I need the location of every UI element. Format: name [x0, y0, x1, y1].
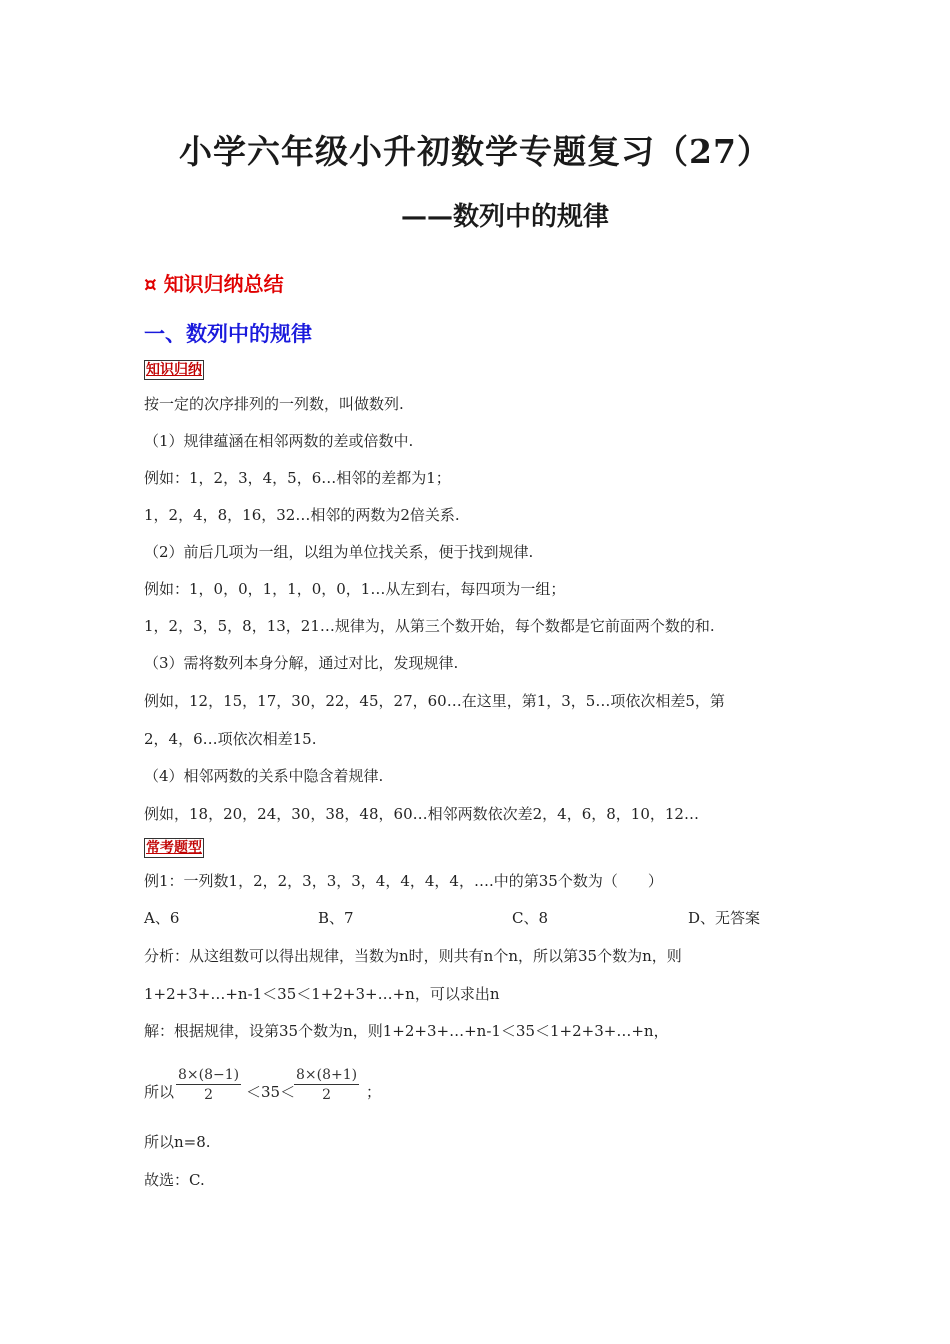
- section-heading-part1: 一、数列中的规律: [144, 322, 312, 346]
- option-c: C、8: [512, 909, 549, 927]
- answer-line: 故选：C.: [144, 1171, 205, 1189]
- so-prefix: 所以: [144, 1083, 175, 1101]
- fraction-numerator: 8×(8+1): [296, 1067, 358, 1083]
- page-title: 小学六年级小升初数学专题复习（27）: [179, 132, 771, 171]
- option-a: A、6: [144, 909, 180, 927]
- analysis-line-2: 1+2+3+…+n-1＜35＜1+2+3+…+n，可以求出n: [144, 985, 500, 1003]
- solution-line: 解：根据规律，设第35个数为n，则1+2+3+…+n-1＜35＜1+2+3+…+n，: [144, 1022, 669, 1040]
- knowledge-line: 例如：1，2，3，4，5，6…相邻的差都为1；: [144, 469, 451, 487]
- knowledge-line: 2，4，6…项依次相差15.: [144, 730, 317, 748]
- knowledge-line: 例如，12，15，17，30，22，45，27，60…在这里，第1，3，5…项依次相差5，第: [144, 692, 725, 710]
- knowledge-line: （1）规律蕴涵在相邻两数的差或倍数中.: [144, 432, 414, 450]
- option-b: B、7: [318, 909, 354, 927]
- fraction-lower-bound: [176, 1066, 241, 1105]
- result-line: 所以n=8.: [144, 1133, 211, 1151]
- knowledge-line: （3）需将数列本身分解，通过对比，发现规律.: [144, 654, 459, 672]
- analysis-line-1: 分析：从这组数可以得出规律，当数为n时，则共有n个n，所以第35个数为n，则: [144, 947, 682, 965]
- so-suffix: ；: [366, 1083, 382, 1101]
- knowledge-line: （2）前后几项为一组，以组为单位找关系，便于找到规律.: [144, 543, 534, 561]
- tag-knowledge: 知识归纳: [146, 362, 202, 378]
- fraction-denominator: 2: [204, 1087, 214, 1103]
- example-question: 例1：一列数1，2，2，3，3，3，4，4，4，4，….中的第35个数为（ ）: [144, 872, 663, 890]
- fraction-denominator: 2: [322, 1087, 332, 1103]
- knowledge-line: 例如：1，0，0，1，1，0，0，1…从左到右，每四项为一组；: [144, 580, 566, 598]
- knowledge-line: 1，2，3，5，8，13，21…规律为，从第三个数开始，每个数都是它前面两个数的和.: [144, 617, 715, 635]
- tag-common: 常考题型: [146, 840, 202, 856]
- knowledge-line: 例如，18，20，24，30，38，48，60…相邻两数依次差2，4，6，8，10，12…: [144, 805, 699, 823]
- fraction-numerator: 8×(8−1): [178, 1067, 240, 1083]
- fraction-upper-bound: [294, 1066, 359, 1105]
- section-heading-summary: ¤ 知识归纳总结: [144, 272, 284, 296]
- knowledge-line: 按一定的次序排列的一列数，叫做数列.: [144, 395, 404, 413]
- option-d: D、无答案: [688, 909, 761, 927]
- page-subtitle: ——数列中的规律: [400, 202, 609, 232]
- knowledge-line: （4）相邻两数的关系中隐含着规律.: [144, 767, 384, 785]
- inequality-middle: ＜35＜: [246, 1083, 296, 1101]
- knowledge-line: 1，2，4，8，16，32…相邻的两数为2倍关系.: [144, 506, 460, 524]
